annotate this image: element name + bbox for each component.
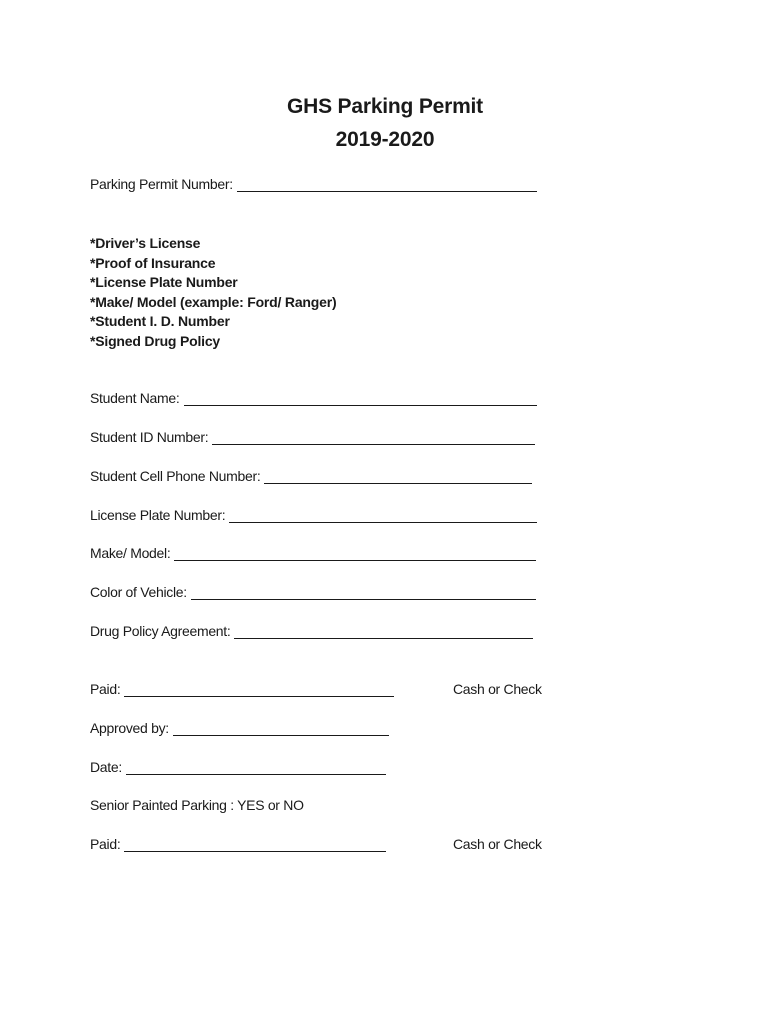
- cell-phone-blank[interactable]: [264, 471, 532, 484]
- paid-field: [90, 681, 394, 697]
- student-name-blank[interactable]: [184, 393, 537, 406]
- requirement-item: *Make/ Model (example: Ford/ Ranger): [90, 293, 337, 310]
- document-year: 2019-2020: [335, 128, 435, 151]
- requirements-list: [90, 234, 336, 351]
- senior-parking-field: [90, 797, 304, 813]
- approved-by-label: Approved by:: [90, 720, 169, 736]
- paid-label: Paid:: [90, 681, 121, 697]
- permit-number-blank[interactable]: [237, 179, 537, 192]
- senior-paid-blank[interactable]: [124, 839, 386, 852]
- student-id-blank[interactable]: [212, 432, 535, 445]
- senior-paid-label: Paid:: [90, 836, 121, 852]
- requirement-item: *Signed Drug Policy: [90, 332, 220, 349]
- senior-paid-field: [90, 836, 386, 852]
- paid-blank[interactable]: [124, 684, 394, 697]
- permit-number-field: [90, 176, 537, 192]
- license-plate-field: [90, 507, 537, 523]
- document-title: GHS Parking Permit: [287, 95, 483, 118]
- make-model-label: Make/ Model:: [90, 545, 171, 561]
- senior-payment-method-label: Cash or Check: [453, 836, 542, 852]
- student-name-field: [90, 390, 537, 406]
- drug-policy-field: [90, 623, 533, 639]
- vehicle-color-label: Color of Vehicle:: [90, 584, 187, 600]
- requirement-item: *Student I. D. Number: [90, 313, 230, 329]
- approved-by-blank[interactable]: [173, 723, 389, 736]
- date-blank[interactable]: [126, 762, 386, 775]
- requirement-item: *Driver’s License: [90, 235, 201, 251]
- requirement-item: *License Plate Number: [90, 274, 238, 290]
- drug-policy-blank[interactable]: [234, 626, 533, 639]
- permit-number-label: Parking Permit Number:: [90, 176, 233, 192]
- cell-phone-label: Student Cell Phone Number:: [90, 468, 261, 484]
- vehicle-color-blank[interactable]: [191, 587, 536, 600]
- senior-parking-label: Senior Painted Parking : YES or NO: [90, 797, 304, 813]
- make-model-field: [90, 545, 536, 561]
- student-id-field: [90, 429, 535, 445]
- license-plate-label: License Plate Number:: [90, 507, 226, 523]
- approved-by-field: [90, 720, 389, 736]
- date-field: [90, 759, 386, 775]
- payment-method-label: Cash or Check: [453, 681, 542, 697]
- date-label: Date:: [90, 759, 122, 775]
- make-model-blank[interactable]: [174, 548, 536, 561]
- cell-phone-field: [90, 468, 532, 484]
- student-id-label: Student ID Number:: [90, 429, 209, 445]
- vehicle-color-field: [90, 584, 536, 600]
- drug-policy-label: Drug Policy Agreement:: [90, 623, 231, 639]
- license-plate-blank[interactable]: [229, 510, 537, 523]
- student-name-label: Student Name:: [90, 390, 180, 406]
- requirement-item: *Proof of Insurance: [90, 254, 216, 271]
